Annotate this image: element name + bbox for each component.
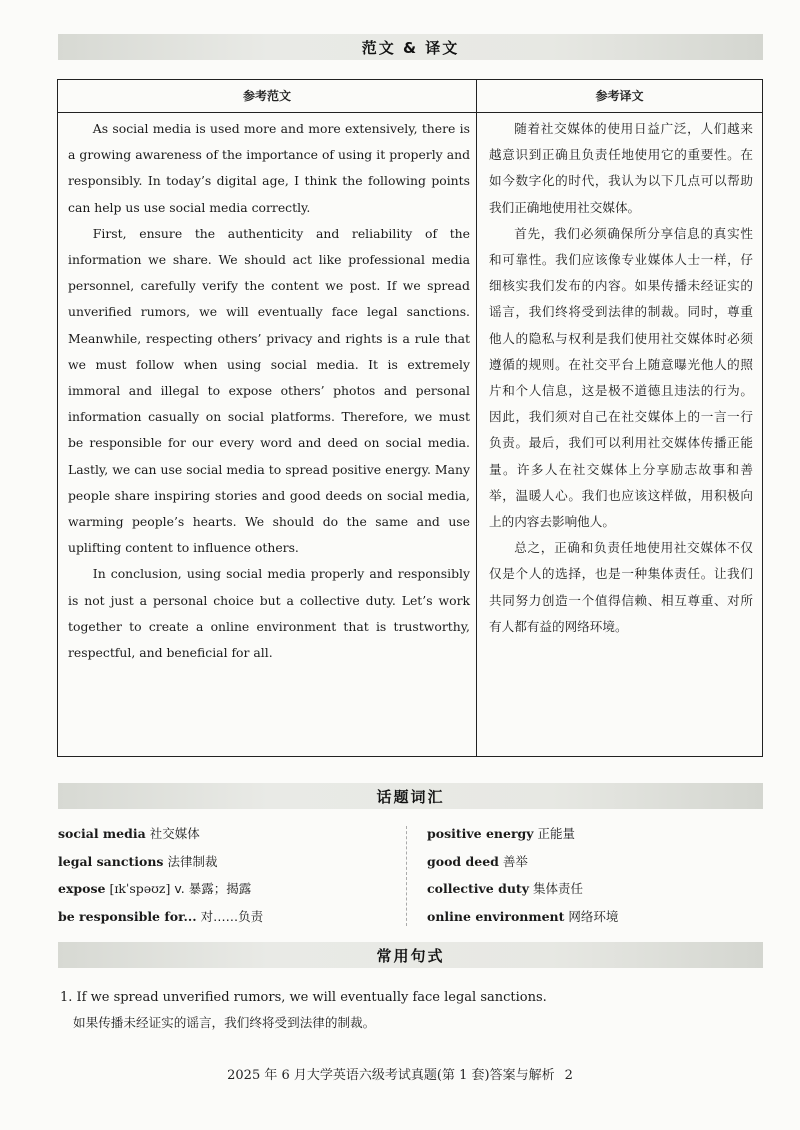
vocab-item [427, 875, 767, 903]
sentence-english: 1. If we spread unverified rumors, we will eventually face legal sanctions. [60, 990, 547, 1005]
vocab-term: collective duty [427, 881, 529, 896]
vocab-term: be responsible for... [58, 908, 197, 924]
chinese-paragraph: 首先，我们必须确保所分享信息的真实性和可靠性。我们应该像专业媒体人士一样，仔细核实我们发布的内容。如果传播未经证实的谣言，我们终将受到法律的制裁。同时，尊重他人的隐私与权利是我们使用社交媒体时必须遵循的规则。在社交平台上随意曝光他人的照片和个人信息，这是极不道德且违法的行为。因此，我们须对自己在社交媒体上的一言一行负责。最后，我们可以利用社交媒体传播正能量。许多人在社交媒体上分享励志故事和善举，温暖人心。我们也应该这样做，用积极向上的内容去影响他人。 [489, 225, 753, 530]
vocab-item [58, 848, 398, 876]
vocab-definition: 社交媒体 [149, 826, 200, 841]
vocab-definition: 善举 [502, 853, 528, 869]
vocab-list-right [427, 820, 767, 930]
header-divider [58, 112, 762, 113]
section-band-vocabulary [58, 783, 763, 809]
vocab-term: legal sanctions [58, 853, 164, 869]
section-title: 范文 & 译文 [361, 38, 460, 57]
english-paragraph: As social media is used more and more extensively, there is a growing awareness of the importance of using it properly and responsibly. In today’s digital age, I think the following points can help us use social media correctly. [68, 121, 470, 215]
vocab-term: social media [58, 826, 146, 841]
vocab-item [58, 903, 398, 931]
column-divider [476, 80, 477, 756]
essay-table [57, 79, 763, 757]
vocab-divider [406, 826, 407, 926]
vocab-term: expose [58, 881, 106, 896]
vocab-item [427, 820, 767, 848]
english-column-heading: 参考范文 [242, 89, 291, 103]
vocab-list-left [58, 820, 398, 930]
vocab-item [58, 875, 398, 903]
vocab-item [427, 903, 767, 931]
vocab-definition: 集体责任 [532, 881, 583, 896]
section-band-sentence-patterns [58, 942, 763, 968]
chinese-paragraph: 随着社交媒体的使用日益广泛，人们越来越意识到正确且负责任地使用它的重要性。在如今数字化的时代，我认为以下几点可以帮助我们正确地使用社交媒体。 [489, 121, 753, 215]
section-title: 常用句式 [376, 946, 445, 965]
vocab-item [58, 820, 398, 848]
vocab-definition: 对……负责 [200, 908, 264, 924]
vocab-item [427, 848, 767, 876]
vocab-definition: v. 暴露；揭露 [174, 881, 252, 896]
chinese-paragraph: 总之，正确和负责任地使用社交媒体不仅仅是个人的选择，也是一种集体责任。让我们共同努力创造一个值得信赖、相互尊重、对所有人都有益的网络环境。 [489, 540, 753, 634]
vocab-phonetic: [ɪkˈspəʊz] [109, 881, 171, 896]
english-paragraph: In conclusion, using social media properly and responsibly is not just a personal choice but a collective duty. Let’s work together to create a online environment that is trustworthy, respectful, and beneficial for all. [68, 566, 470, 661]
english-essay [68, 116, 470, 666]
section-title: 话题词汇 [376, 787, 445, 806]
sentence-chinese: 如果传播未经证实的谣言，我们终将受到法律的制裁。 [73, 1015, 376, 1030]
chinese-column-heading: 参考译文 [595, 89, 644, 103]
vocab-term: good deed [427, 853, 499, 869]
page-number: 2 [564, 1068, 573, 1083]
section-band-model-essay [58, 34, 763, 60]
sentence-pattern-list [60, 985, 760, 1035]
chinese-translation [489, 116, 753, 640]
vocab-definition: 法律制裁 [167, 853, 218, 869]
vocab-term: online environment [427, 908, 565, 924]
vocab-term: positive energy [427, 826, 534, 841]
page-footer [0, 1064, 800, 1083]
english-paragraph: First, ensure the authenticity and reliability of the information we share. We should act like professional media personnel, carefully verify the content we post. If we spread unverified rumors, we will eventually face legal sanctions. Meanwhile, respecting others’ privacy and rights is a rule that we must follow when using social media. It is extremely immoral and illegal to expose others’ photos and personal information casually on social platforms. Therefore, we must be responsible for our every word and deed on social media. Lastly, we can use social media to spread positive energy. Many people share inspiring stories and good deeds on social media, warming people’s hearts. We should do the same and use uplifting content to influence others. [68, 225, 470, 556]
vocab-definition: 正能量 [537, 826, 576, 841]
footer-text: 2025 年 6 月大学英语六级考试真题(第 1 套)答案与解析 [227, 1068, 555, 1083]
vocab-definition: 网络环境 [568, 908, 619, 924]
